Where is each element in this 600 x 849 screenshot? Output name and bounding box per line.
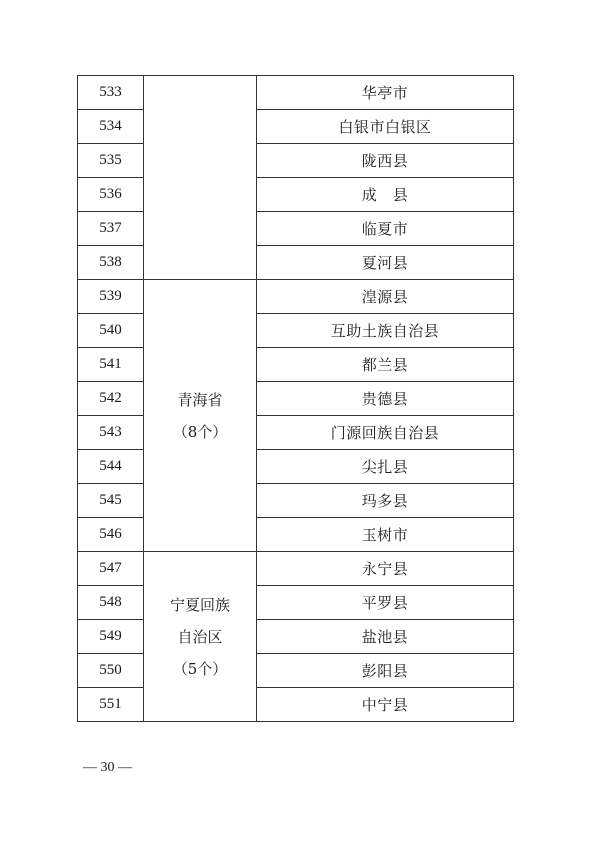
county-name: 临夏市 bbox=[257, 212, 514, 246]
county-name: 玉树市 bbox=[257, 518, 514, 552]
county-name: 彭阳县 bbox=[257, 654, 514, 688]
row-number: 549 bbox=[78, 620, 144, 654]
row-number: 546 bbox=[78, 518, 144, 552]
table-row bbox=[78, 518, 514, 552]
county-name: 夏河县 bbox=[257, 246, 514, 280]
table-row bbox=[78, 654, 514, 688]
row-number: 550 bbox=[78, 654, 144, 688]
row-number: 545 bbox=[78, 484, 144, 518]
county-name: 平罗县 bbox=[257, 586, 514, 620]
row-number: 539 bbox=[78, 280, 144, 314]
table-row bbox=[78, 178, 514, 212]
county-name: 门源回族自治县 bbox=[257, 416, 514, 450]
row-number: 537 bbox=[78, 212, 144, 246]
county-name: 永宁县 bbox=[257, 552, 514, 586]
county-name: 中宁县 bbox=[257, 688, 514, 722]
county-name: 尖扎县 bbox=[257, 450, 514, 484]
table-row bbox=[78, 586, 514, 620]
row-number: 548 bbox=[78, 586, 144, 620]
row-number: 544 bbox=[78, 450, 144, 484]
county-name: 贵德县 bbox=[257, 382, 514, 416]
row-number: 534 bbox=[78, 110, 144, 144]
table-row bbox=[78, 110, 514, 144]
table-row bbox=[78, 484, 514, 518]
province-name-line2: 自治区 bbox=[177, 627, 223, 646]
row-number: 542 bbox=[78, 382, 144, 416]
county-name: 玛多县 bbox=[257, 484, 514, 518]
table-row bbox=[78, 314, 514, 348]
province-name-line1: 宁夏回族 bbox=[169, 595, 230, 614]
row-number: 536 bbox=[78, 178, 144, 212]
county-name: 盐池县 bbox=[257, 620, 514, 654]
table-row bbox=[78, 416, 514, 450]
county-name: 白银市白银区 bbox=[257, 110, 514, 144]
table-row bbox=[78, 76, 514, 110]
table-row bbox=[78, 212, 514, 246]
table-row bbox=[78, 382, 514, 416]
province-count: （5个） bbox=[172, 659, 228, 678]
table-row bbox=[78, 450, 514, 484]
table-row bbox=[78, 552, 514, 586]
row-number: 547 bbox=[78, 552, 144, 586]
county-name: 互助土族自治县 bbox=[257, 314, 514, 348]
province-cell-qinghai bbox=[144, 280, 257, 552]
table-row bbox=[78, 246, 514, 280]
county-name: 成 县 bbox=[257, 178, 514, 212]
county-name: 湟源县 bbox=[257, 280, 514, 314]
row-number: 551 bbox=[78, 688, 144, 722]
county-list-table bbox=[77, 75, 514, 722]
table-row bbox=[78, 620, 514, 654]
table-row bbox=[78, 144, 514, 178]
row-number: 543 bbox=[78, 416, 144, 450]
row-number: 533 bbox=[78, 76, 144, 110]
county-name: 陇西县 bbox=[257, 144, 514, 178]
table-row bbox=[78, 348, 514, 382]
province-cell-gansu-continued bbox=[144, 76, 257, 280]
row-number: 540 bbox=[78, 314, 144, 348]
county-name: 都兰县 bbox=[257, 348, 514, 382]
page-number: — 30 — bbox=[83, 760, 132, 775]
province-name: 青海省 bbox=[177, 390, 223, 409]
table-row bbox=[78, 688, 514, 722]
table-row bbox=[78, 280, 514, 314]
row-number: 538 bbox=[78, 246, 144, 280]
row-number: 541 bbox=[78, 348, 144, 382]
province-count: （8个） bbox=[172, 422, 228, 441]
row-number: 535 bbox=[78, 144, 144, 178]
county-name: 华亭市 bbox=[257, 76, 514, 110]
province-cell-ningxia bbox=[144, 552, 257, 722]
